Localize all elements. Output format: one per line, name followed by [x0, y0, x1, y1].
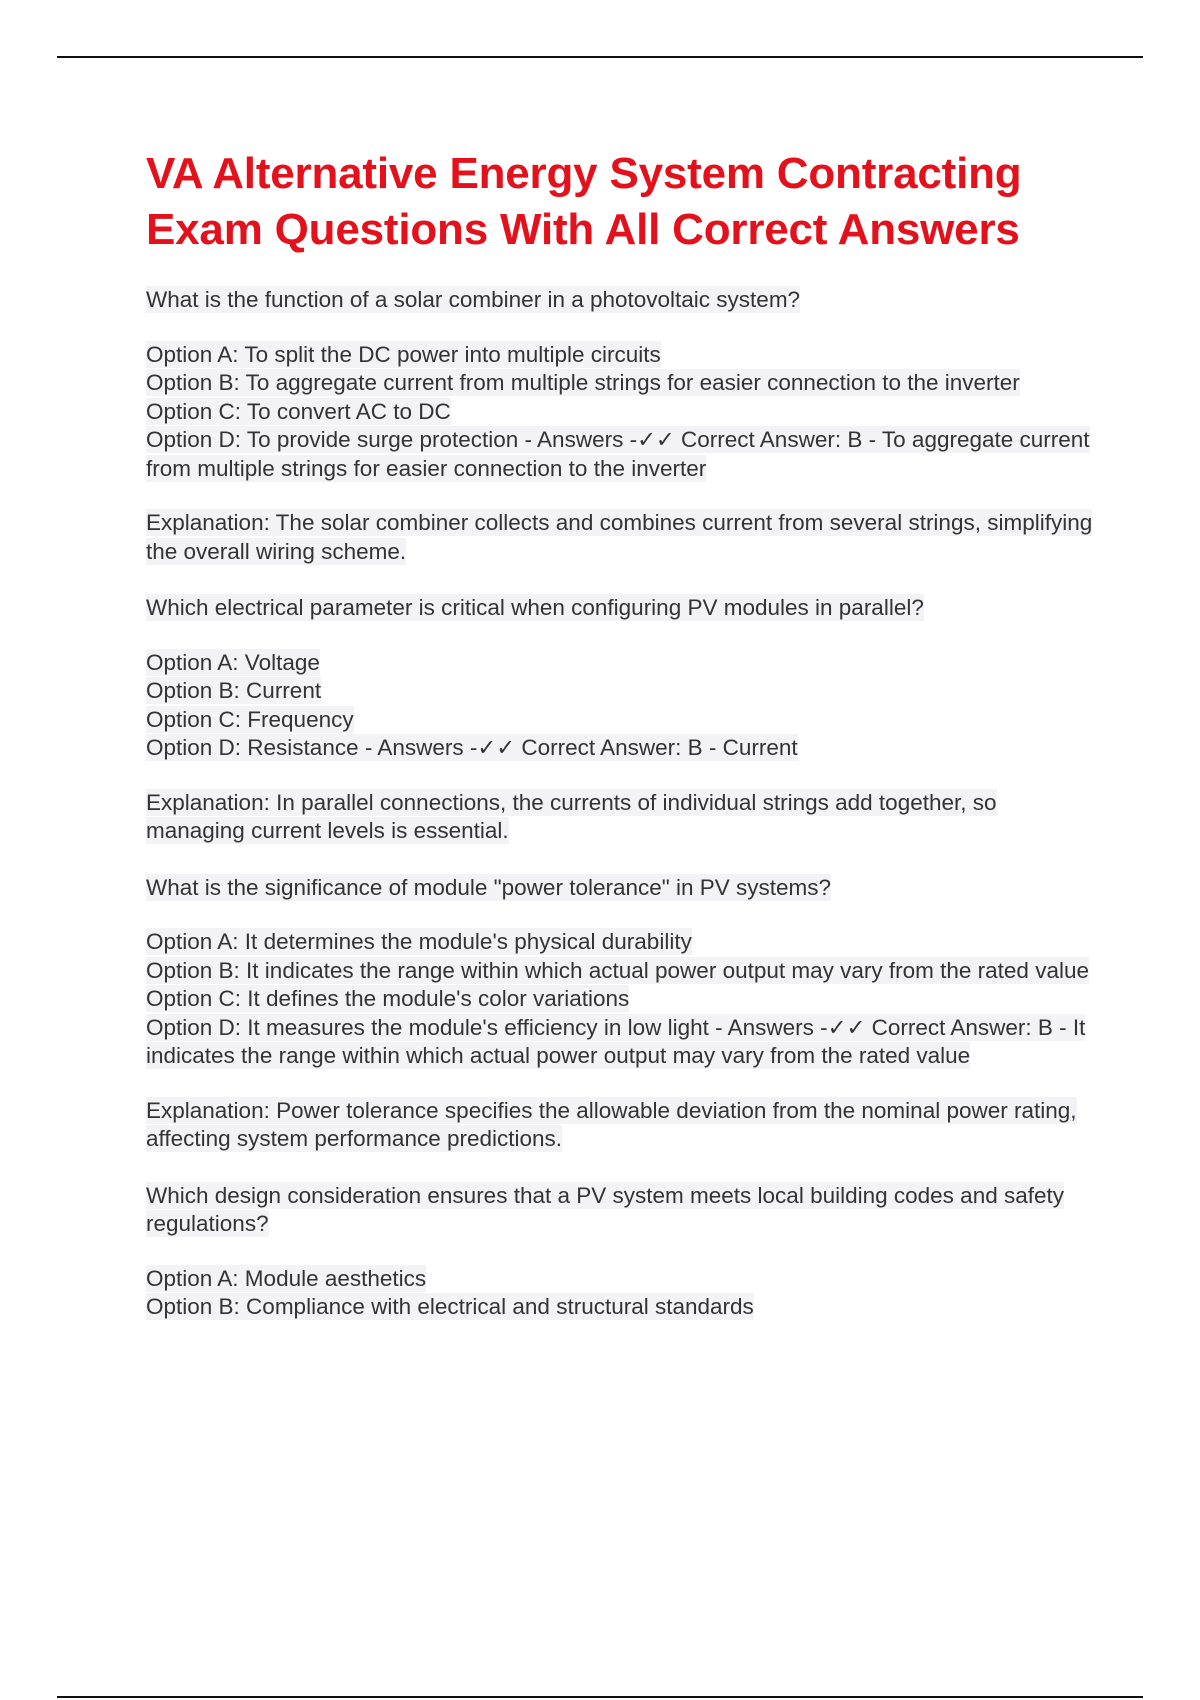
option-b: Option B: Compliance with electrical and structural standards — [146, 1294, 754, 1319]
question-block-3 — [146, 874, 1096, 1154]
options-list — [146, 341, 1096, 484]
option-a: Option A: Module aesthetics — [146, 1265, 427, 1291]
question-text: What is the function of a solar combiner in a photovoltaic system? — [146, 287, 801, 312]
option-c: Option C: To convert AC to DC — [146, 398, 451, 424]
options-list — [146, 1265, 1096, 1322]
option-a: Option A: Voltage — [146, 649, 320, 675]
option-d-with-answer: Option D: Resistance - Answers -✓✓ Correct Answer: B - Current — [146, 735, 798, 760]
explanation-text: Explanation: Power tolerance specifies the allowable deviation from the nominal power rating, affecting system performance predictions. — [146, 1097, 1077, 1151]
option-b: Option B: Current — [146, 678, 322, 703]
option-c: Option C: It defines the module's color variations — [146, 986, 630, 1011]
options-list — [146, 649, 1096, 763]
question-text: Which electrical parameter is critical when configuring PV modules in parallel? — [146, 595, 924, 620]
question-text: What is the significance of module "power tolerance" in PV systems? — [146, 874, 832, 900]
option-d-with-answer: Option D: To provide surge protection - Answers -✓✓ Correct Answer: B - To aggregate current from multiple strings for easier connection to the inverter — [146, 427, 1090, 481]
explanation-text: Explanation: In parallel connections, the currents of individual strings add together, so managing current levels is essential. — [146, 789, 997, 843]
option-c: Option C: Frequency — [146, 706, 354, 732]
question-text: Which design consideration ensures that a PV system meets local building codes and safety regulations? — [146, 1182, 1064, 1236]
option-a: Option A: To split the DC power into multiple circuits — [146, 341, 661, 367]
explanation-text: Explanation: The solar combiner collects and combines current from several strings, simplifying the overall wiring scheme. — [146, 510, 1093, 564]
document-body — [146, 146, 1096, 1322]
options-list — [146, 928, 1096, 1071]
question-block-4 — [146, 1182, 1096, 1322]
option-a: Option A: It determines the module's physical durability — [146, 929, 692, 954]
option-d-with-answer: Option D: It measures the module's efficiency in low light - Answers -✓✓ Correct Answer: B - It indicates the range within which actual power output may vary from the rated value — [146, 1014, 1086, 1068]
option-b: Option B: It indicates the range within which actual power output may vary from the rated value — [146, 957, 1089, 983]
bottom-rule — [57, 1696, 1143, 1698]
top-rule — [57, 56, 1143, 58]
document-title: VA Alternative Energy System Contracting Exam Questions With All Correct Answers — [146, 149, 1022, 254]
question-block-2 — [146, 594, 1096, 846]
option-b: Option B: To aggregate current from multiple strings for easier connection to the inverter — [146, 370, 1020, 395]
question-block-1 — [146, 286, 1096, 566]
